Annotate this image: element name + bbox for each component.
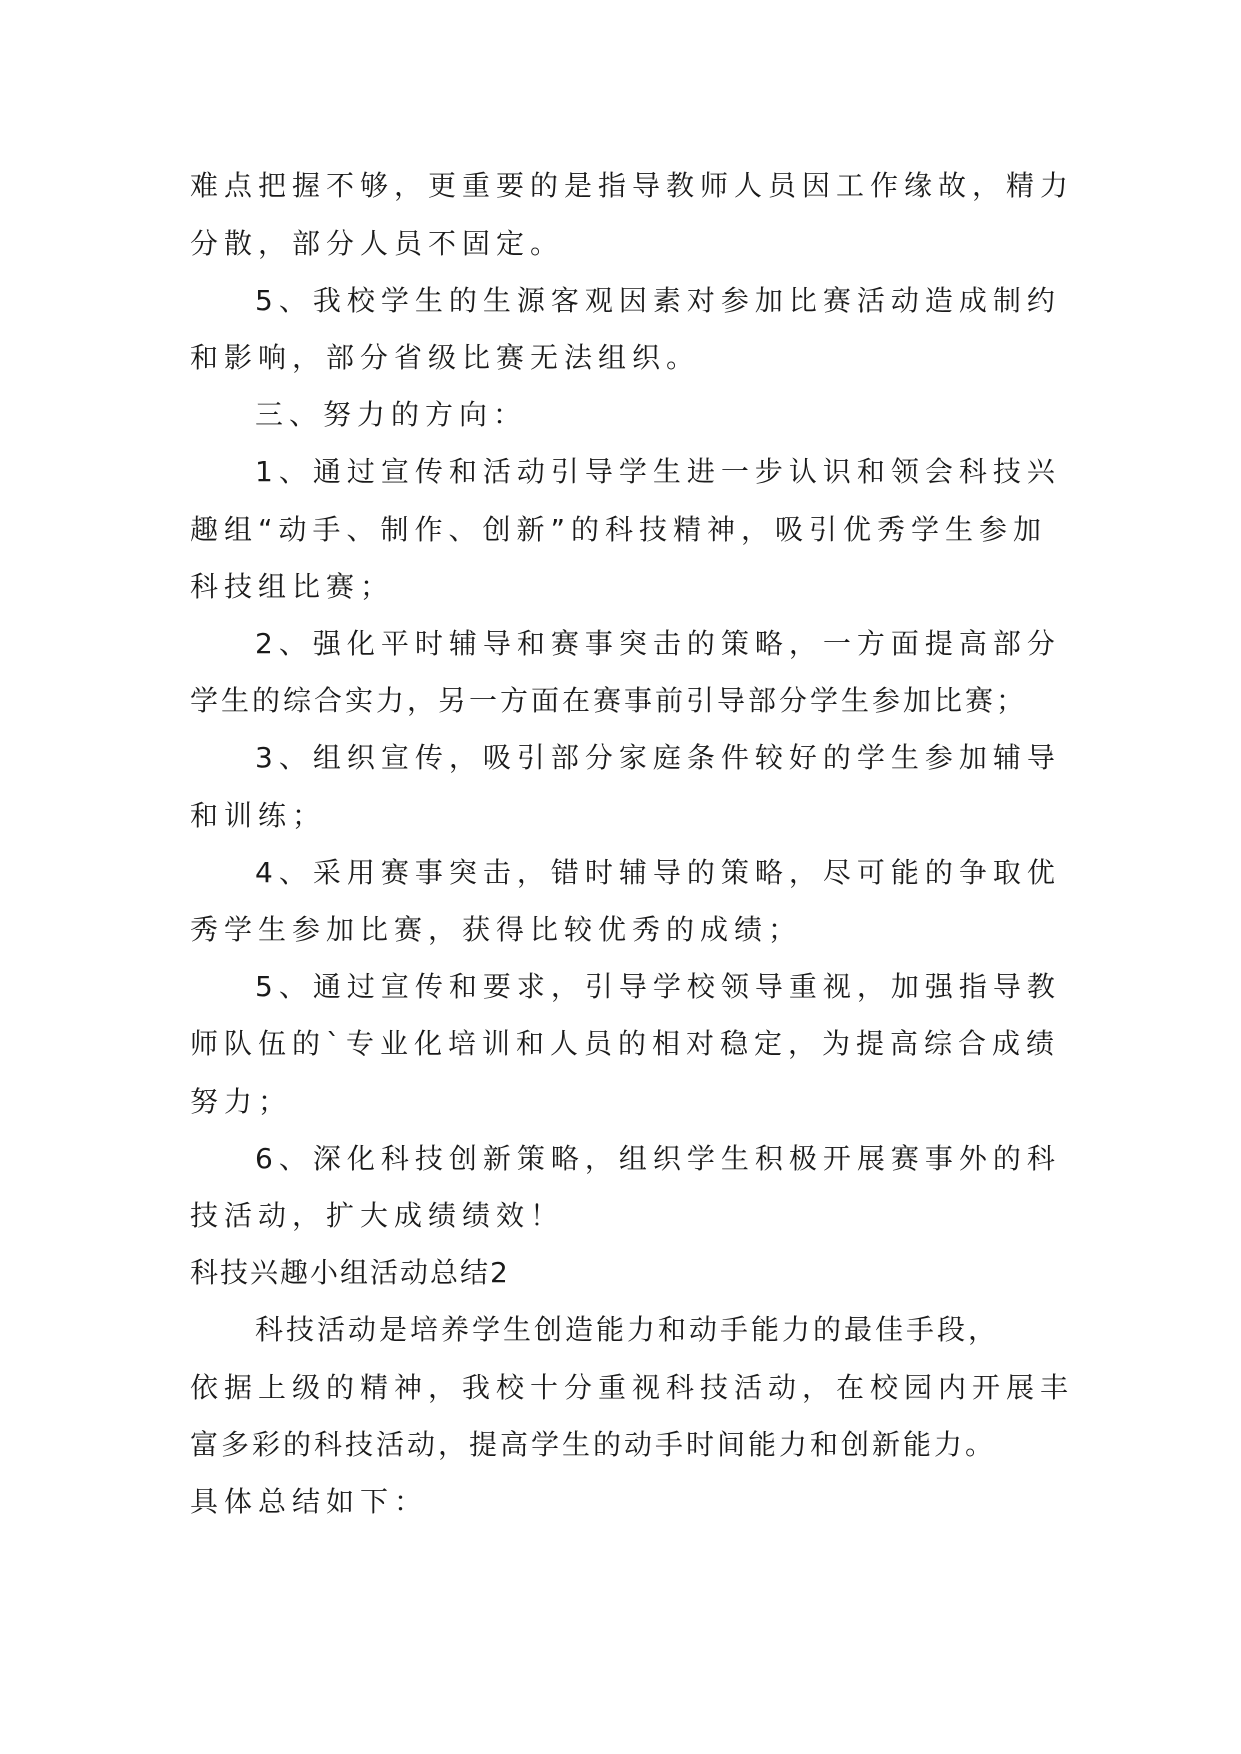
text-line: 依据上级的精神，我校十分重视科技活动，在校园内开展丰 xyxy=(190,1371,1075,1404)
text-line: 师队伍的`专业化培训和人员的相对稳定，为提高综合成绩 xyxy=(190,1027,1061,1060)
text-line: 和影响，部分省级比赛无法组织。 xyxy=(190,341,701,374)
text-line: 技活动，扩大成绩绩效！ xyxy=(190,1199,565,1232)
text-line: 难点把握不够，更重要的是指导教师人员因工作缘故，精力 xyxy=(190,169,1075,202)
article-title: 科技兴趣小组活动总结2 xyxy=(190,1256,510,1289)
text-line: 分散，部分人员不固定。 xyxy=(190,227,565,260)
text-line: 6、深化科技创新策略，组织学生积极开展赛事外的科 xyxy=(255,1142,1061,1175)
text-line: 5、通过宣传和要求，引导学校领导重视，加强指导教 xyxy=(255,970,1061,1003)
section-heading: 三、努力的方向： xyxy=(255,398,528,431)
text-line: 2、强化平时辅导和赛事突击的策略，一方面提高部分 xyxy=(255,627,1061,660)
text-line: 科技组比赛； xyxy=(190,570,395,603)
text-line: 5、我校学生的生源客观因素对参加比赛活动造成制约 xyxy=(255,284,1061,317)
text-line: 1、通过宣传和活动引导学生进一步认识和领会科技兴 xyxy=(255,455,1061,488)
text-line: 秀学生参加比赛，获得比较优秀的成绩； xyxy=(190,913,803,946)
text-line: 3、组织宣传，吸引部分家庭条件较好的学生参加辅导 xyxy=(255,741,1061,774)
text-line: 科技活动是培养学生创造能力和动手能力的最佳手段， xyxy=(255,1313,1000,1346)
text-line: 趣组“动手、制作、创新”的科技精神，吸引优秀学生参加 xyxy=(190,513,1048,546)
text-line: 富多彩的科技活动，提高学生的动手时间能力和创新能力。 xyxy=(190,1428,997,1461)
text-line: 具体总结如下： xyxy=(190,1485,429,1518)
text-line: 4、采用赛事突击，错时辅导的策略，尽可能的争取优 xyxy=(255,856,1061,889)
text-line: 和训练； xyxy=(190,799,327,832)
text-line: 努力； xyxy=(190,1085,293,1118)
text-line: 学生的综合实力，另一方面在赛事前引导部分学生参加比赛； xyxy=(190,684,1028,717)
